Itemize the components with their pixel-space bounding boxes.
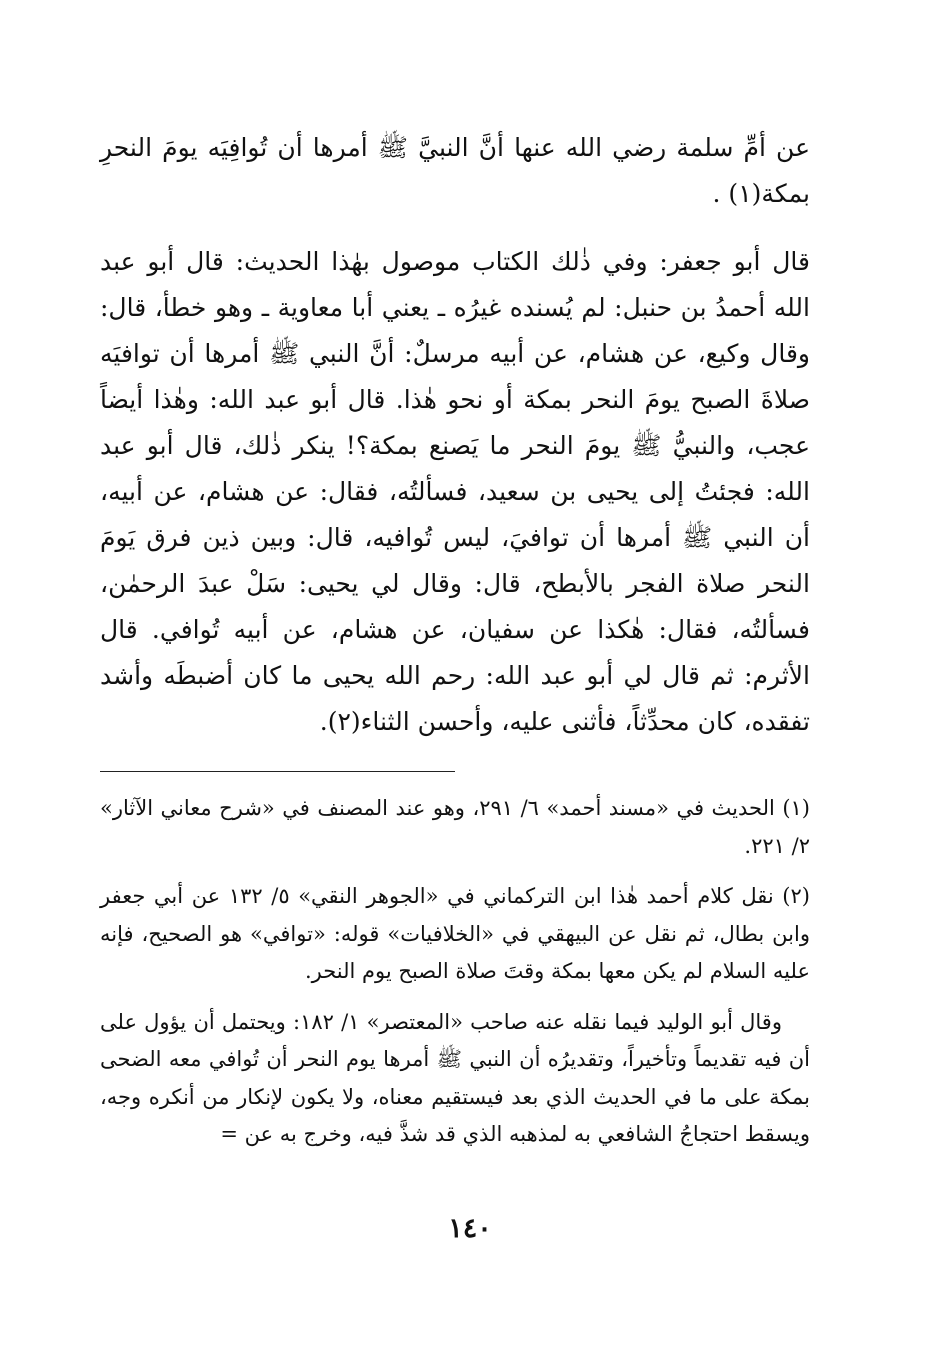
commentary-paragraph: قال أبو جعفر: وفي ذٰلك الكتاب موصول بهٰذا الحديث: قال أبو عبد الله أحمدُ بن حنبل: لم يُسنده غيرُه ـ يعني أبا معاوية ـ وهو خطأ، قال: وقال وكيع، عن هشام، عن أبيه مرسلٌ: أنَّ النبي ﷺ أمرها أن توافيَه صلاةَ الصبح يومَ النحر بمكة أو نحو هٰذا. قال أبو عبد الله: وهٰذا أيضاً عجب، والنبيُّ ﷺ يومَ النحر ما يَصنع بمكة؟! ينكر ذٰلك، قال أبو عبد الله: فجئتُ إلى يحيى بن سعيد، فسألتُه، فقال: عن هشام، عن أبيه، أن النبي ﷺ أمرها أن توافيَ، ليس تُوافيه، قال: وبين ذين فرق يَومَ النحر صلاة الفجر بالأبطح، قال: وقال لي يحيى: سَلْ عبدَ الرحمٰن، فسألتُه، فقال: هٰكذا عن سفيان، عن هشام، عن أبيه تُوافي. قال الأثرم: ثم قال لي أبو عبد الله: رحم الله يحيى ما كان أضبطَه وأشد تفقده، كان محدِّثاً، فأثنى عليه، وأحسن الثناء(٢). xyxy=(100,247,810,736)
page-body xyxy=(100,125,810,1167)
footnote-1: (١) الحديث في «مسند أحمد» ٦/ ٢٩١، وهو عند المصنف في «شرح معاني الآثار» ٢/ ٢٢١. xyxy=(100,796,810,858)
footnote-2: (٢) نقل كلام أحمد هٰذا ابن التركماني في «الجوهر النقي» ٥/ ١٣٢ عن أبي جعفر وابن بطال، ثم نقل عن البيهقي في «الخلافيات» قوله: «توافي» هو الصحيح، فإنه عليه السلام لم يكن معها بمكة وقتَ صلاة الصبح يوم النحر. xyxy=(100,884,810,983)
page-number: ١٤٠ xyxy=(448,1213,492,1244)
footnote-2-continuation: وقال أبو الوليد فيما نقله عنه صاحب «المعتصر» ١/ ١٨٢: ويحتمل أن يؤول على أن فيه تقديماً وتأخيراً، وتقديرُه أن النبي ﷺ أمرها يوم النحر أن تُوافي معه الضحى بمكة على ما في الحديث الذي بعد فيستقيم معناه، ولا يكون لإنكار من أنكره وجه، ويسقط احتجاجُ الشافعي به لمذهبه الذي قد شذَّ فيه، وخرج به عن = xyxy=(100,1009,810,1146)
opening-hadith-paragraph: عن أمِّ سلمة رضي الله عنها أنَّ النبيَّ ﷺ أمرها أن تُوافِيَه يومَ النحرِ بمكة(١) . xyxy=(100,133,810,208)
footnote-separator xyxy=(100,771,455,772)
